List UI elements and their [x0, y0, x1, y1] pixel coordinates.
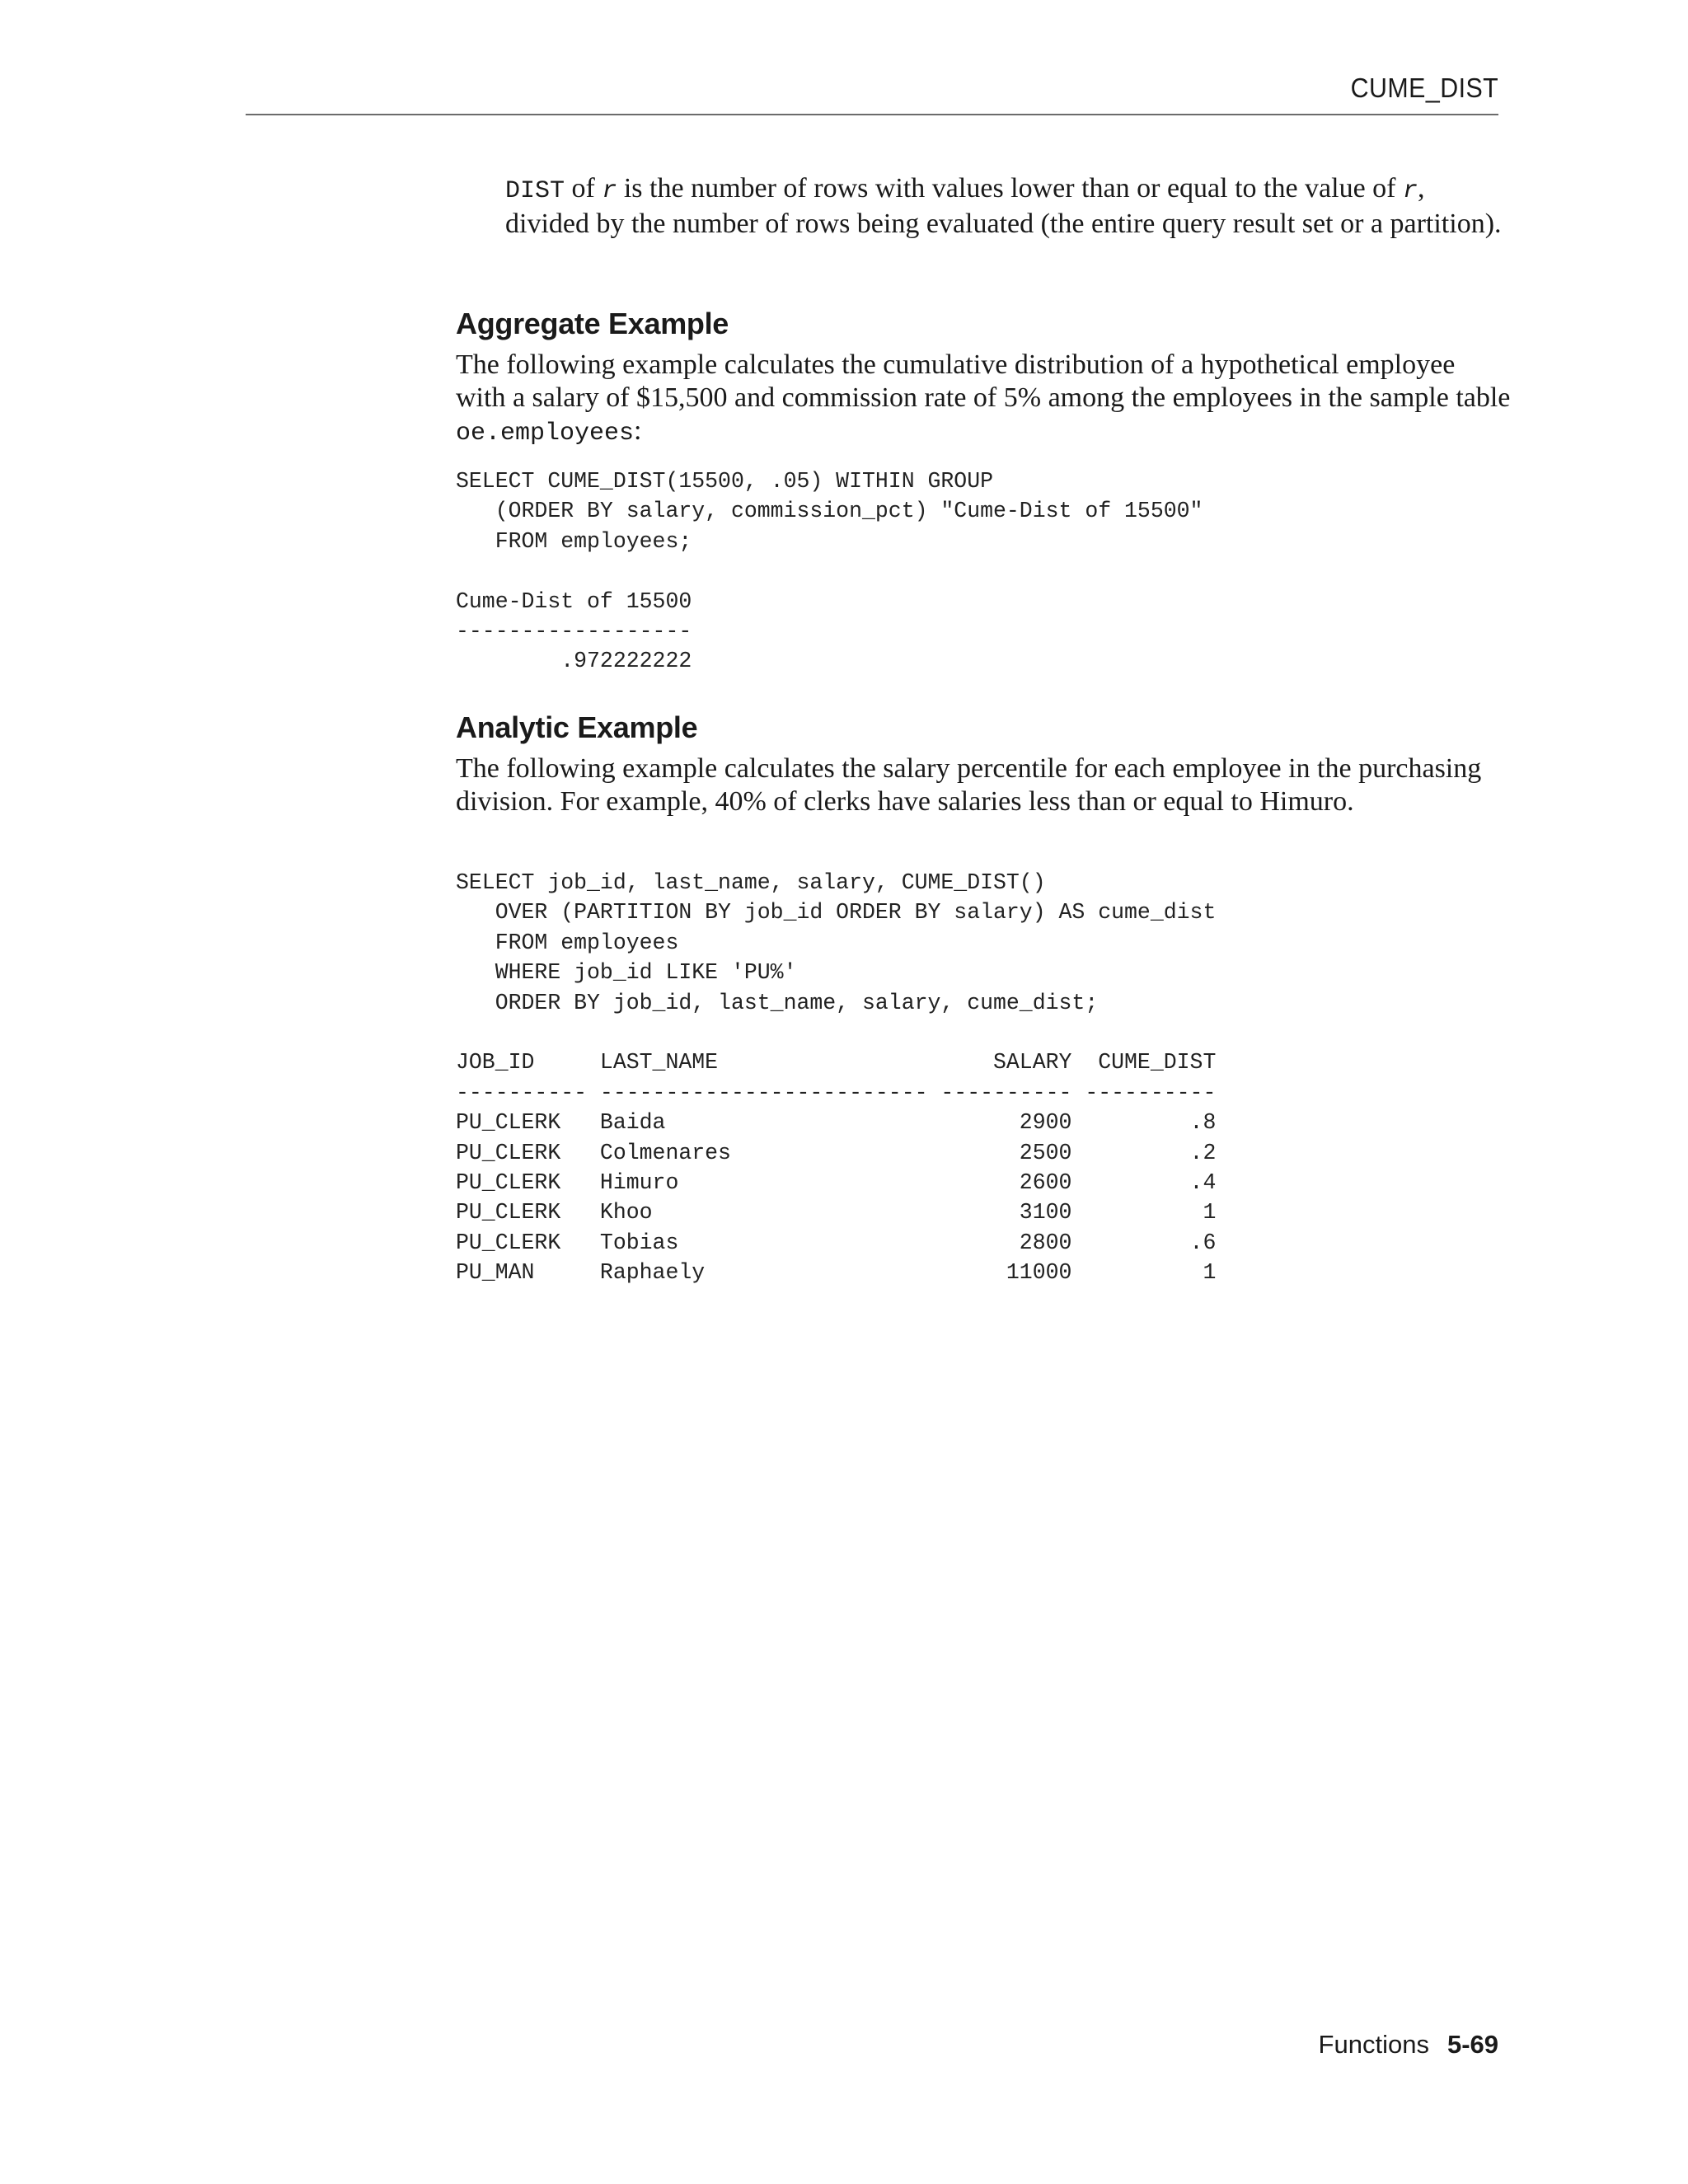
header-divider	[246, 114, 1498, 115]
intro-text-tail: , divided by the number of rows being evaluated (the entire query result set or a partition).	[505, 173, 1502, 239]
footer-page-number: 5-69	[1447, 2030, 1498, 2059]
analytic-code-block: SELECT job_id, last_name, salary, CUME_DIST() OVER (PARTITION BY job_id ORDER BY salary) AS cume_dist FROM employees WHERE job_id LIKE 'PU%' ORDER BY job_id, last_name, salary, cume_dist; JOB_ID LAST_NAME SALARY CUME_DIST ---------- ------------------------- ---------- ---------- PU_CLERK Baida 2900 .8 PU_CLERK Colmenares 2500 .2 PU_CLERK Himuro 2600 .4 PU_CLERK Khoo 3100 1 PU_CLERK Tobias 2800 .6 PU_MAN Raphaely 11000 1	[456, 870, 1217, 1286]
running-head-title: CUME_DIST	[1350, 73, 1498, 103]
aggregate-para-end: :	[634, 415, 642, 446]
dist-code: DIST	[505, 177, 565, 205]
aggregate-code-block: SELECT CUME_DIST(15500, .05) WITHIN GROUP (ORDER BY salary, commission_pct) "Cume-Dist of 15500" FROM employees; Cume-Dist of 15500 ------------------ .972222222	[456, 469, 1203, 674]
page-footer	[1319, 2030, 1498, 2060]
intro-paragraph	[505, 172, 1511, 241]
intro-text-rest: is the number of rows with values lower than or equal to the value of	[617, 173, 1404, 204]
var-r-2: r	[1403, 177, 1418, 205]
aggregate-paragraph	[456, 349, 1511, 450]
analytic-paragraph: The following example calculates the salary percentile for each employee in the purchasing division. For example, 40% of clerks have salaries less than or equal to Himuro.	[456, 753, 1482, 817]
aggregate-example-heading: Aggregate Example	[456, 307, 729, 340]
footer-section-label: Functions	[1318, 2030, 1429, 2059]
aggregate-table-code: oe.employees	[456, 419, 635, 448]
var-r: r	[602, 177, 617, 205]
analytic-example-heading: Analytic Example	[456, 710, 698, 744]
intro-text-of: of	[565, 173, 603, 204]
aggregate-para-text: The following example calculates the cumulative distribution of a hypothetical employee with a salary of $15,500 and commission rate of 5% among the employees in the sample table	[456, 349, 1511, 413]
